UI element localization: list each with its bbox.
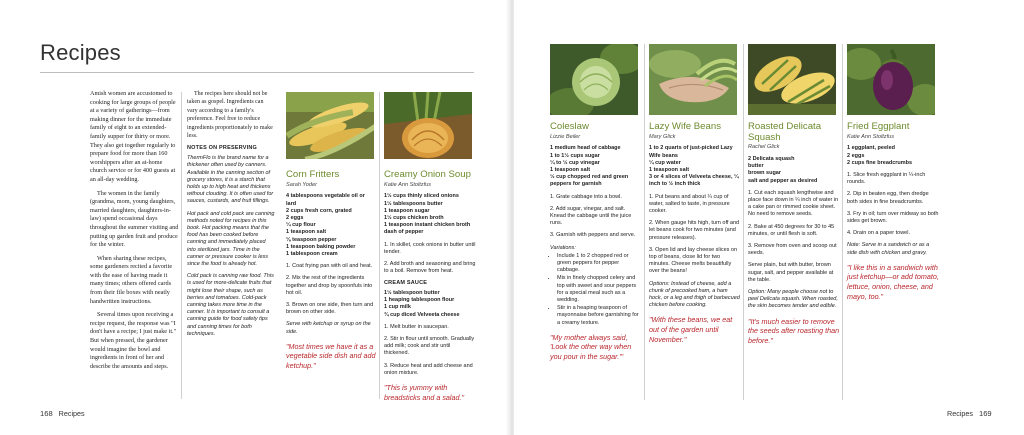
ingredient-list [748, 156, 840, 185]
list-item: • Mix in finely chopped celery and top with sweet and sour peppers for a special meal such as a wedding. [557, 275, 640, 304]
recipe-step: 1. Slice fresh eggplant in ¼-inch rounds. [847, 171, 926, 186]
ingredient-list [847, 145, 939, 167]
recipe-note: Option: Many people choose not to peel Delicata squash. When roasted, the skin becomes tender and edible. [748, 288, 838, 310]
recipe-title: Creamy Onion Soup [384, 169, 471, 180]
running-footer: Recipes [58, 409, 85, 418]
title-rule [40, 72, 474, 73]
recipe-step: 3. Garnish with peppers and serve. [550, 232, 636, 239]
ingredient: 1 heaping tablespoon flour [384, 297, 455, 304]
ingredient: 1 teaspoon salt [550, 166, 591, 173]
recipe-step: 3. Brown on one side, then turn and brown on other side. [286, 301, 374, 316]
recipe-title: Fried Eggplant [847, 121, 910, 132]
recipe-corn-fritters [286, 170, 376, 371]
recipe-author: Sarah Yoder [286, 181, 317, 188]
recipe-quote: "It's much easier to remove the seeds after roasting than before." [748, 316, 840, 345]
recipe-roasted-delicata-squash [748, 122, 840, 345]
intro-paragraph: Several times upon receiving a recipe request, the response was "I don't have a recipe; I just make it." But when pressed, the gardener would imagine the bowl and ingredients in front of her and describe the amounts and steps. [90, 311, 177, 370]
ingredient: 1½ tablespoon butter [384, 290, 440, 297]
recipe-author: Mary Glick [649, 133, 676, 140]
recipe-step: 2. Add sugar, vinegar, and salt. Knead the cabbage until the juice runs. [550, 205, 632, 227]
recipe-step: 1. Cut each squash lengthwise and place face down in ¼ inch of water in a cake pan or rimmed cookie sheet. No need to remove seeds. [748, 189, 839, 218]
column-divider [842, 44, 843, 400]
intro-paragraph: Amish women are accustomed to cooking for large groups of people at a variety of gatherings—from making dinner for the immediate family of eight to an extended-family supper for thirty or more. They also get together regularly to prepare food for more than 160 worshippers after an at-home church service or for 400 guests at an all-day wedding. [90, 90, 176, 183]
ingredient: butter [748, 163, 764, 170]
corn-photo [286, 92, 374, 159]
ingredient: 2 cups fine breadcrumbs [847, 159, 913, 166]
beans-photo [649, 44, 737, 115]
ingredient: ¼ cup flour [286, 222, 316, 229]
ingredient-list [550, 145, 640, 188]
recipe-fried-eggplant [847, 122, 939, 301]
list-item: • Stir in a heaping teaspoon of mayonnaise before garnishing for a creamy texture. [557, 305, 640, 327]
intro-column-2 [187, 90, 275, 343]
recipe-serving: Serve plain, but with butter, brown sugar, salt, and pepper available at the table. [748, 262, 834, 283]
cabbage-photo [550, 44, 638, 115]
ingredient: 4 tablespoons vegetable oil or lard [286, 193, 365, 207]
column-divider [644, 44, 645, 400]
recipe-step: 3. Open lid and lay cheese slices on top of beans, close lid for two minutes. Cheese melts beautifully over the beans! [649, 246, 738, 275]
recipe-step: 2. Mix the rest of the ingredients together and drop by spoonfuls into hot oil. [286, 275, 373, 296]
ingredient: 1 to 1½ cups sugar [550, 152, 600, 159]
recipe-quote: "I like this in a sandwich with just ketchup—or add tomato, lettuce, onion, cheese, and mayo, too." [847, 262, 939, 301]
ingredient: 1 tablespoon cream [286, 250, 338, 257]
recipe-quote: "My mother always said, 'Look the other way when you pour in the sugar.'" [550, 332, 632, 361]
folio-left [40, 409, 85, 418]
page-number: 168 [40, 409, 53, 418]
ingredient: ½ cup chopped red and green peppers for garnish [550, 174, 629, 188]
sauce-heading: CREAM SAUCE [384, 280, 428, 287]
recipe-quote: "This is yummy with breadsticks and a salad." [384, 383, 465, 402]
ingredient-list [286, 193, 376, 258]
recipe-step: 2. Bake at 450 degrees for 30 to 45 minutes, or until flesh is soft. [748, 223, 835, 237]
ingredient-list [649, 145, 741, 188]
left-page [0, 0, 510, 435]
recipe-author: Katie Ann Stoltzfus [384, 181, 432, 188]
column-divider [379, 92, 380, 399]
ingredient: 2 cups fresh corn, grated [286, 207, 352, 214]
recipe-coleslaw [550, 122, 640, 362]
ingredient: dash of pepper [384, 229, 424, 236]
ingredient: 1 teaspoon instant chicken broth [384, 222, 471, 229]
sauce-ingredient-list [384, 290, 476, 319]
running-footer: Recipes [947, 409, 973, 418]
ingredient: 2 Delicata squash [748, 155, 795, 162]
recipe-step: 4. Drain on a paper towel. [847, 230, 910, 237]
ingredient: 1 teaspoon salt [286, 229, 327, 236]
recipe-author: Katie Ann Stoltzfus [847, 133, 895, 140]
page-title: Recipes [40, 40, 121, 65]
ingredient: 1½ cups thinly sliced onions [384, 193, 459, 200]
ingredient: salt and pepper as desired [748, 177, 818, 184]
notes-paragraph: Cold pack is canning raw food. This is used for more-delicate fruits that might lose their shape, such as berries and tomatoes. Cold-pack canning takes more time in the canner. It is important to consult a canning guide for food safety tips and canning times for both techniques. [187, 273, 274, 337]
intro-column-1 [90, 90, 180, 376]
recipe-quote: "Most times we have it as a vegetable side dish and add ketchup." [286, 341, 376, 370]
recipe-title: Corn Fritters [286, 169, 340, 180]
onion-photo [384, 92, 472, 159]
right-page [514, 0, 1024, 435]
notes-paragraph: ThermFlo is the brand name for a thickener often used by canners. Available in the canning section of grocery stores, it is a starch that holds up to high heat and thickens without clouding. It is often used for sauces, custards, and fruit fillings. [187, 155, 274, 205]
recipe-creamy-onion-soup [384, 170, 476, 402]
recipe-step: 2. Add broth and seasoning and bring to a boil. Remove from heat. [384, 260, 476, 275]
ingredient: 1 cup milk [384, 304, 411, 311]
ingredient: 1 teaspoon baking powder [286, 243, 356, 250]
recipe-step: 1. Melt butter in saucepan. [384, 323, 449, 330]
list-item: • Include 1 to 2 chopped red or green peppers for pepper cabbage. [557, 253, 640, 275]
recipe-author: Rachel Glick [748, 144, 780, 151]
recipe-note: Options: Instead of cheese, add a chunk of precooked ham, a ham hock, or a leg and thigh of barbecued chicken before cooking. [649, 280, 740, 309]
recipe-note: Serve with ketchup or syrup on the side. [286, 321, 371, 335]
column-divider [743, 44, 744, 400]
ingredient: ¼ to ½ cup vinegar [550, 159, 600, 166]
notes-heading: NOTES ON PRESERVING [187, 145, 258, 152]
recipe-step: 3. Reduce heat and add cheese and onion mixture. [384, 362, 473, 376]
folio-right [947, 409, 992, 418]
ingredient: 1 teaspoon salt [649, 166, 690, 173]
variations-list [550, 253, 640, 327]
recipe-title: Coleslaw [550, 121, 589, 132]
ingredient: 1½ cups chicken broth [384, 214, 444, 221]
ingredient: ¾ cup diced Velveeta cheese [384, 311, 460, 318]
ingredient: ⅛ teaspoon pepper [286, 236, 337, 243]
recipe-step: 1. Coat frying pan with oil and heat. [286, 263, 373, 270]
recipe-step: 1. Put beans and about ¼ cup of water, salted to taste, in pressure cooker. [649, 193, 730, 214]
recipe-step: 3. Remove from oven and scoop out seeds. [748, 242, 837, 257]
variations-heading: Variations: [550, 244, 576, 251]
recipe-step: 2. Stir in flour until smooth. Gradually add milk; cook and stir until thickened. [384, 336, 475, 357]
recipe-step: 3. Fry in oil; turn over midway so both sides get brown. [847, 210, 939, 224]
column-divider [181, 92, 182, 399]
ingredient: 1 eggplant, peeled [847, 145, 895, 152]
recipe-step: 2. Dip in beaten egg, then dredge both sides in fine breadcrumbs. [847, 191, 929, 205]
recipe-lazy-wife-beans [649, 122, 741, 344]
recipe-title: Roasted Delicata Squash [748, 121, 822, 143]
recipe-step: 1. Grate cabbage into a bowl. [550, 193, 622, 200]
intro-paragraph: The recipes here should not be taken as gospel. Ingredients can vary according to a family's preference. Feel free to reduce ingredients proportionately to make less. [187, 91, 273, 140]
notes-paragraph: Hot pack and cold pack are canning methods noted for recipes in this book. Hot packing means that the food has been cooked before canning and immediately placed into sterilized jars. Time in the canner or pressure cooker is less since the food is already hot. [187, 210, 275, 267]
ingredient: 1 medium head of cabbage [550, 145, 621, 152]
ingredient: 1½ tablespoons butter [384, 200, 443, 207]
recipe-title: Lazy Wife Beans [649, 121, 721, 132]
recipe-author: Lizzie Beiler [550, 133, 581, 140]
ingredient: 3 or 4 slices of Velveeta cheese, ¼ inch to ½ inch thick [649, 174, 739, 188]
squash-photo [748, 44, 836, 115]
ingredient: brown sugar [748, 170, 782, 177]
recipe-step: 1. In skillet, cook onions in butter until tender. [384, 241, 476, 255]
ingredient: 2 eggs [286, 214, 304, 221]
recipe-step: 2. When gauge hits high, turn off and let beans cook for two minutes (and pressure releases). [649, 220, 740, 241]
ingredient: 2 eggs [847, 152, 865, 159]
ingredient-list [384, 193, 476, 236]
recipe-note: Note: Serve in a sandwich or as a side dish with chicken and gravy. [847, 242, 930, 256]
intro-paragraph: The women in the family (grandma, mom, young daughters, married daughters, daughters-in-law) spend occasional days throughout the summer visiting and putting up garden fruit and produce for the winter. [90, 189, 179, 249]
recipe-quote: "With these beans, we eat out of the garden until November." [649, 315, 733, 344]
page-number: 169 [978, 409, 992, 418]
ingredient: ¼ cup water [649, 159, 681, 166]
eggplant-photo [847, 44, 935, 115]
ingredient: 1 to 2 quarts of just-picked Lazy Wife beans [649, 145, 733, 159]
ingredient: 1 teaspoon sugar [384, 207, 430, 214]
intro-paragraph: When sharing these recipes, some gardeners recited a favorite with the ease of having made it many times; others offered cards from their file boxes with neatly handwritten instructions. [90, 254, 173, 305]
